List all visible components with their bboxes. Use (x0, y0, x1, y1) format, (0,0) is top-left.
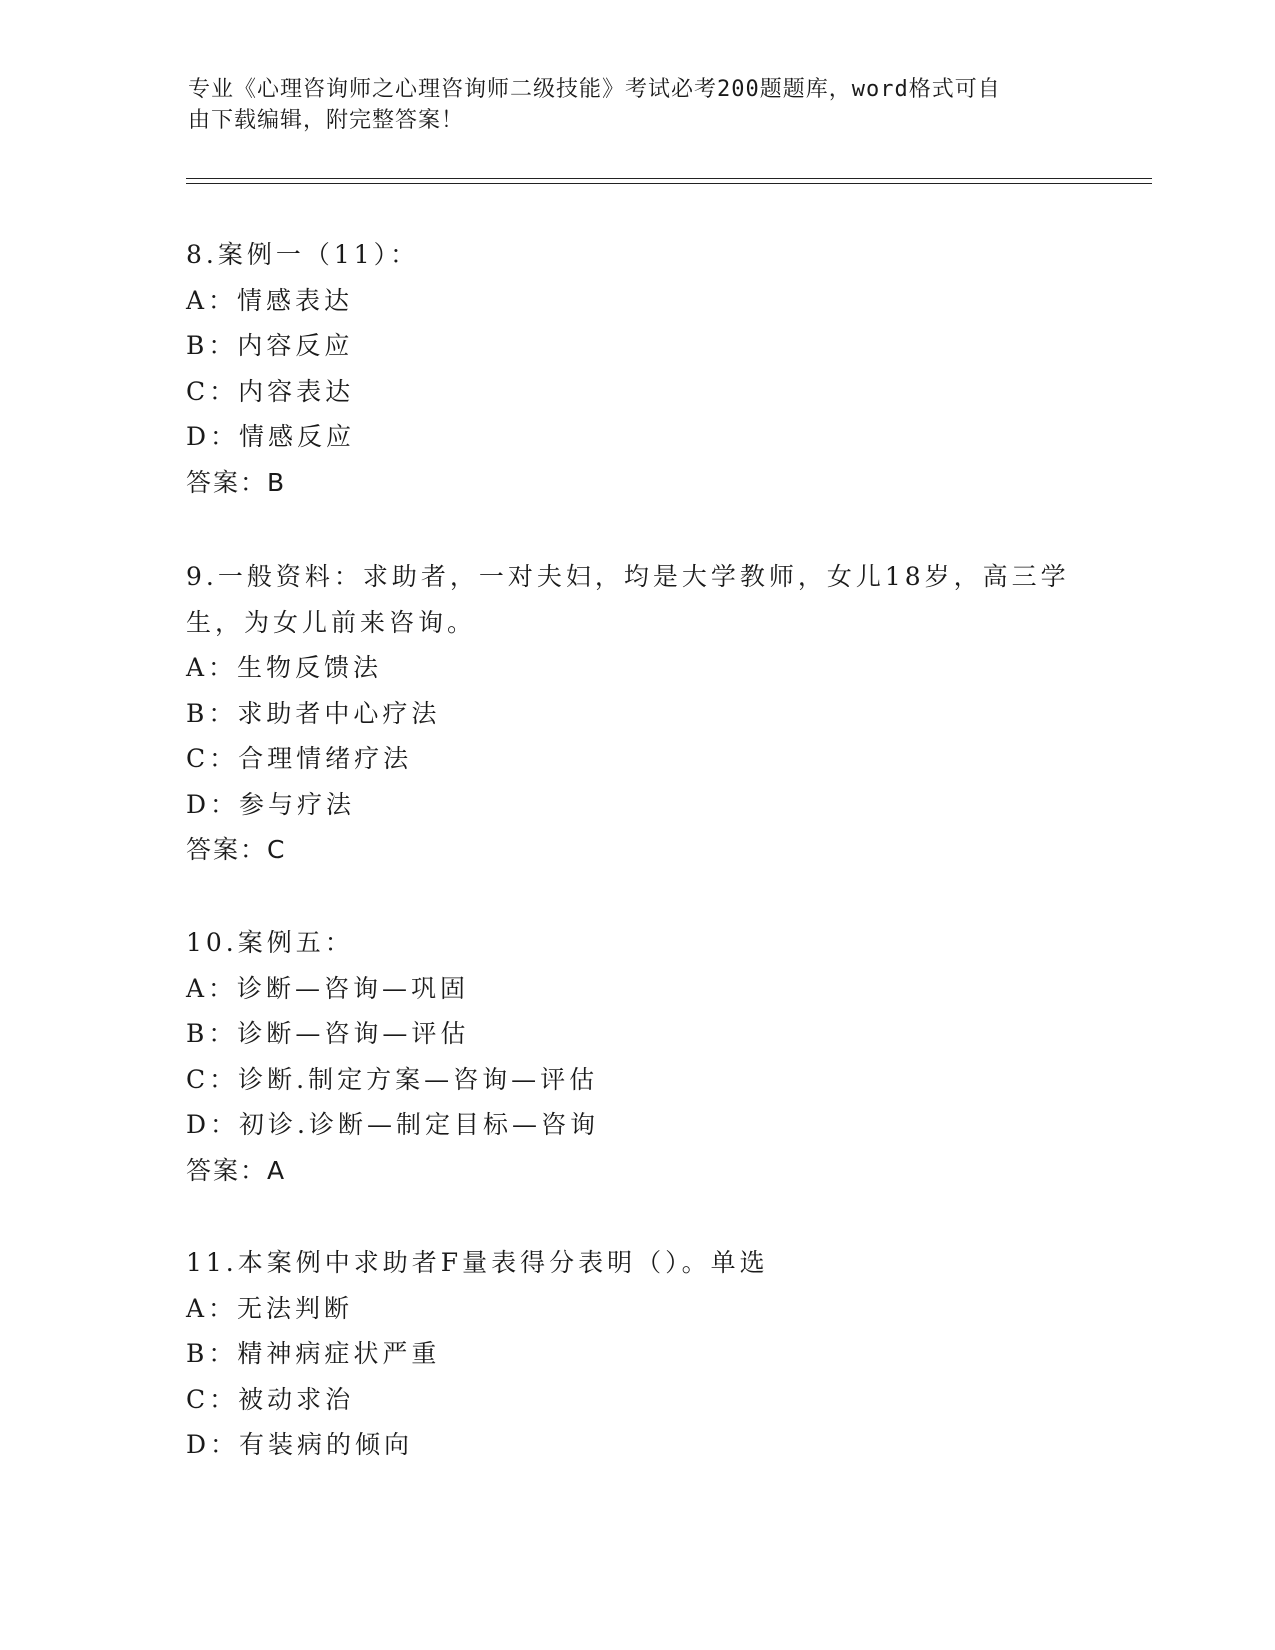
option-d: D：情感反应 (186, 422, 356, 451)
header-line-2: 由下载编辑，附完整答案！ (188, 108, 465, 133)
document-header (188, 74, 1068, 136)
question-8 (186, 232, 1086, 505)
option-d: D：参与疗法 (186, 789, 356, 819)
question-11 (186, 1240, 1086, 1468)
answer: 答案：C (186, 835, 287, 864)
option-b: B：诊断—咨询—评估 (186, 1019, 470, 1048)
option-c: C：被动求治 (186, 1384, 355, 1414)
option-c: C：内容表达 (186, 376, 355, 406)
header-line-1: 专业《心理咨询师之心理咨询师二级技能》考试必考200题题库，word格式可自 (188, 77, 1001, 102)
header-divider-top (186, 178, 1152, 179)
option-a: A：生物反馈法 (186, 653, 383, 682)
answer: 答案：B (186, 467, 287, 497)
option-a: A：无法判断 (186, 1293, 354, 1323)
question-stem-continued: 生，为女儿前来咨询。 (186, 607, 477, 637)
question-stem: 8.案例一（11）： (186, 240, 420, 269)
option-a: A：情感表达 (186, 285, 354, 315)
option-b: B：内容反应 (186, 331, 354, 360)
option-d: D：初诊.诊断—制定目标—咨询 (186, 1110, 599, 1139)
question-stem: 11.本案例中求助者F量表得分表明（）。单选 (186, 1248, 769, 1277)
option-b: B：精神病症状严重 (186, 1339, 441, 1368)
header-divider-bottom (186, 183, 1152, 184)
question-stem: 10.案例五： (186, 928, 354, 957)
option-c: C：合理情绪疗法 (186, 744, 413, 773)
question-stem: 9.一般资料：求助者，一对夫妇，均是大学教师，女儿18岁，高三学 (186, 562, 1070, 591)
question-9 (186, 554, 1086, 873)
question-10 (186, 920, 1086, 1193)
option-b: B：求助者中心疗法 (186, 698, 441, 728)
option-c: C：诊断.制定方案—咨询—评估 (186, 1064, 599, 1094)
answer: 答案：A (186, 1155, 287, 1185)
option-d: D：有装病的倾向 (186, 1430, 414, 1459)
option-a: A：诊断—咨询—巩固 (186, 973, 470, 1003)
